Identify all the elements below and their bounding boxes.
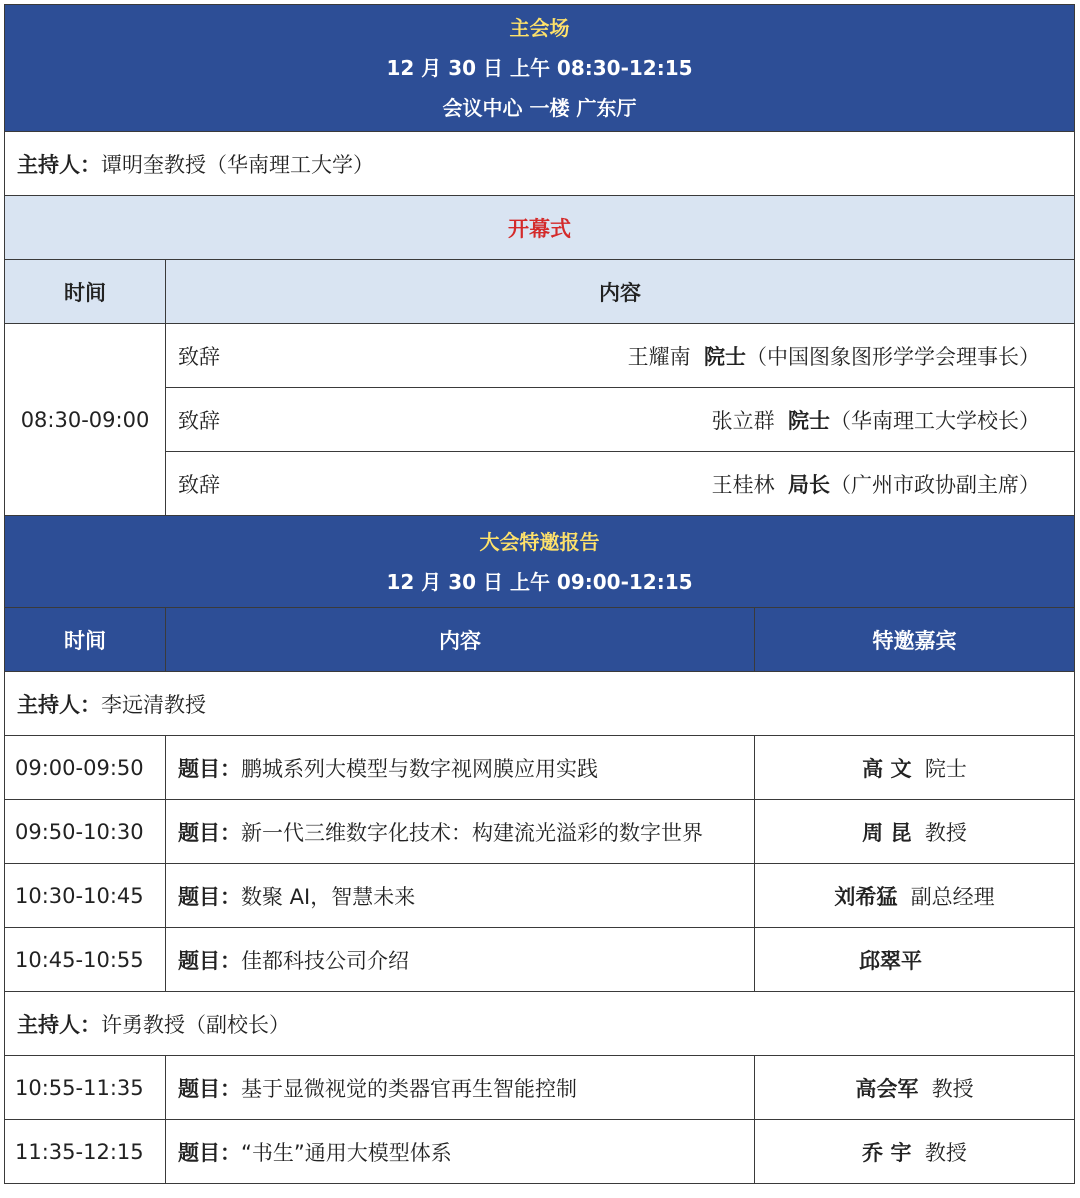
opening-item: 致辞 <box>178 344 220 369</box>
talk-topic: 佳都科技公司介绍 <box>241 948 409 973</box>
topic-label: 题目： <box>178 948 241 973</box>
talk-row <box>5 864 1075 928</box>
opening-person: 张立群 <box>711 408 775 433</box>
talk-topic: 基于显微视觉的类器官再生智能控制 <box>241 1076 577 1101</box>
opening-col-time: 时间 <box>5 260 166 324</box>
keynote-banner <box>5 516 1075 608</box>
opening-affiliation: （中国图象图形学学会理事长） <box>746 344 1041 369</box>
opening-item: 致辞 <box>178 472 220 497</box>
opening-col-content: 内容 <box>166 260 1075 324</box>
host-row-2 <box>5 672 1075 736</box>
opening-affiliation: （华南理工大学校长） <box>830 408 1041 433</box>
host-label: 主持人： <box>17 1012 101 1037</box>
guest-name: 邱翠平 <box>859 948 923 973</box>
talk-time: 10:55-11:35 <box>5 1056 166 1120</box>
guest-name: 乔 宇 <box>862 1140 912 1165</box>
topic-label: 题目： <box>178 820 241 845</box>
opening-person: 王桂林 <box>711 472 775 497</box>
talk-row <box>5 1120 1075 1184</box>
opening-row <box>166 324 1075 388</box>
main-session-title: 主会场 <box>509 16 570 40</box>
keynote-col-time: 时间 <box>5 608 166 672</box>
opening-item: 致辞 <box>178 408 220 433</box>
main-session-datetime: 12 月 30 日 上午 08:30-12:15 <box>386 56 693 80</box>
topic-label: 题目： <box>178 1140 241 1165</box>
host-label: 主持人： <box>17 692 101 717</box>
host-name: 李远清教授 <box>101 692 206 717</box>
guest-name: 高会军 <box>855 1076 919 1101</box>
talk-topic: 鹏城系列大模型与数字视网膜应用实践 <box>241 756 598 781</box>
main-session-banner <box>5 5 1075 132</box>
opening-row <box>166 452 1075 516</box>
guest-role: 教授 <box>931 1076 974 1101</box>
keynote-datetime: 12 月 30 日 上午 09:00-12:15 <box>386 569 693 594</box>
talk-row <box>5 800 1075 864</box>
guest-role: 副总经理 <box>910 884 995 909</box>
main-session-venue: 会议中心 一楼 广东厅 <box>442 96 637 120</box>
talk-row <box>5 928 1075 992</box>
opening-time: 08:30-09:00 <box>5 324 166 516</box>
talk-time: 11:35-12:15 <box>5 1120 166 1184</box>
talk-time: 09:50-10:30 <box>5 800 166 864</box>
host-name: 许勇教授（副校长） <box>101 1012 290 1037</box>
keynote-title: 大会特邀报告 <box>479 529 600 554</box>
keynote-col-content: 内容 <box>166 608 755 672</box>
talk-row <box>5 736 1075 800</box>
guest-name: 周 昆 <box>862 820 912 845</box>
talk-time: 09:00-09:50 <box>5 736 166 800</box>
opening-title: 开幕式 <box>5 196 1075 260</box>
host-name: 谭明奎教授（华南理工大学） <box>101 152 374 177</box>
opening-person: 王耀南 <box>627 344 691 369</box>
host-row-3 <box>5 992 1075 1056</box>
opening-affiliation: （广州市政协副主席） <box>830 472 1041 497</box>
guest-name: 高 文 <box>862 756 912 781</box>
talk-time: 10:30-10:45 <box>5 864 166 928</box>
guest-name: 刘希猛 <box>834 884 898 909</box>
talk-topic: 新一代三维数字化技术：构建流光溢彩的数字世界 <box>241 820 703 845</box>
keynote-col-guest: 特邀嘉宾 <box>755 608 1075 672</box>
guest-role: 教授 <box>924 820 967 845</box>
talk-row <box>5 1056 1075 1120</box>
opening-person-title: 局长 <box>788 472 831 497</box>
schedule-table <box>4 4 1075 1184</box>
topic-label: 题目： <box>178 884 241 909</box>
guest-role: 院士 <box>924 756 967 781</box>
talk-topic: “书生”通用大模型体系 <box>241 1140 452 1165</box>
talk-time: 10:45-10:55 <box>5 928 166 992</box>
opening-row <box>166 388 1075 452</box>
opening-person-title: 院士 <box>788 408 831 433</box>
opening-person-title: 院士 <box>704 344 747 369</box>
talk-topic: 数聚 AI，智慧未来 <box>241 884 416 909</box>
host-label: 主持人： <box>17 152 101 177</box>
host-row-1 <box>5 132 1075 196</box>
topic-label: 题目： <box>178 1076 241 1101</box>
guest-role: 教授 <box>924 1140 967 1165</box>
topic-label: 题目： <box>178 756 241 781</box>
